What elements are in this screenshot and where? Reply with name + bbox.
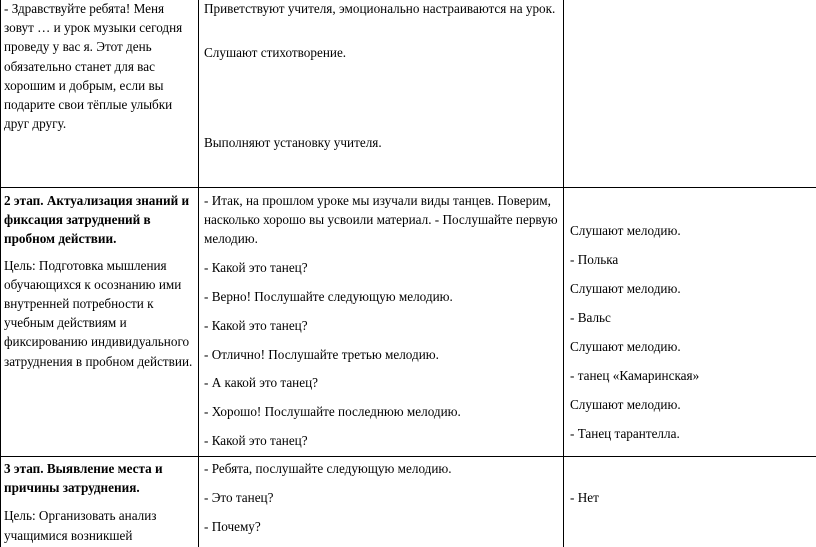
row2-stage-title: 2 этап. Актуализация знаний и фиксация затруднений в пробном действии.	[4, 193, 190, 247]
row3-students-cell	[570, 488, 810, 507]
row2-students-line-2: - Полька	[570, 252, 619, 267]
row2-students-cell	[570, 221, 810, 441]
row2-teacher-line-2: - Какой это танец?	[204, 260, 308, 275]
row2-stage-cell	[4, 191, 194, 371]
row2-teacher-line-7: - Хорошо! Послушайте последнюю мелодию.	[204, 404, 461, 419]
row2-students-line-4: - Вальс	[570, 310, 611, 325]
row3-students-line-1: - Нет	[570, 490, 599, 505]
row2-teacher-line-4: - Какой это танец?	[204, 318, 308, 333]
row2-students-line-5: Слушают мелодию.	[570, 339, 681, 354]
row2-teacher-line-8: - Какой это танец?	[204, 433, 308, 448]
row2-students-line-7: Слушают мелодию.	[570, 397, 681, 412]
table-border-left	[0, 0, 1, 547]
row3-goal-text: Цель: Организовать анализ учащимися возникшей	[4, 508, 157, 543]
row2-students-line-8: - Танец тарантелла.	[570, 426, 680, 441]
row2-students-line-3: Слушают мелодию.	[570, 281, 681, 296]
row2-goal-text: Цель: Подготовка мышления обучающихся к осознанию ими внутренней потребности к учебным действиям и фиксированию индивидуального затруднения в пробном действии.	[4, 257, 193, 369]
row3-stage-title: 3 этап. Выявление места и причины затруднения.	[4, 461, 163, 496]
column-divider-2	[563, 0, 564, 547]
row2-teacher-cell	[204, 191, 558, 448]
row1-students-line-3: Выполняют установку учителя.	[204, 135, 382, 150]
row2-students-line-6: - танец «Камаринская»	[570, 368, 700, 383]
row1-teacher-text: - Здравствуйте ребята! Меня зовут … и урок музыки сегодня проведу у вас я. Этот день обязательно станет для вас хорошим и добрым, если вы подарите свои тёплые улыбки друг другу.	[4, 1, 183, 132]
row-divider-2	[0, 456, 816, 457]
row2-teacher-line-6: - А какой это танец?	[204, 375, 318, 390]
row1-teacher-cell	[4, 0, 194, 133]
column-divider-1	[198, 0, 199, 547]
row3-teacher-line-1: - Ребята, послушайте следующую мелодию.	[204, 461, 452, 476]
row3-teacher-line-3: - Почему?	[204, 519, 261, 534]
row2-teacher-line-1: - Итак, на прошлом уроке мы изучали виды танцев. Поверим, насколько хорошо вы усвоили материал. - Послушайте первую мелодию.	[204, 193, 558, 247]
row1-students-cell	[204, 0, 558, 150]
row2-students-line-1: Слушают мелодию.	[570, 223, 681, 238]
row1-students-line-1: Приветствуют учителя, эмоционально настраиваются на урок.	[204, 1, 556, 16]
row2-teacher-line-3: - Верно! Послушайте следующую мелодию.	[204, 289, 453, 304]
row2-teacher-line-5: - Отлично! Послушайте третью мелодию.	[204, 347, 439, 362]
row1-students-line-2: Слушают стихотворение.	[204, 45, 347, 60]
row3-teacher-line-2: - Это танец?	[204, 490, 274, 505]
row3-stage-cell	[4, 459, 194, 545]
row3-teacher-cell	[204, 459, 558, 534]
row-divider-1	[0, 187, 816, 188]
